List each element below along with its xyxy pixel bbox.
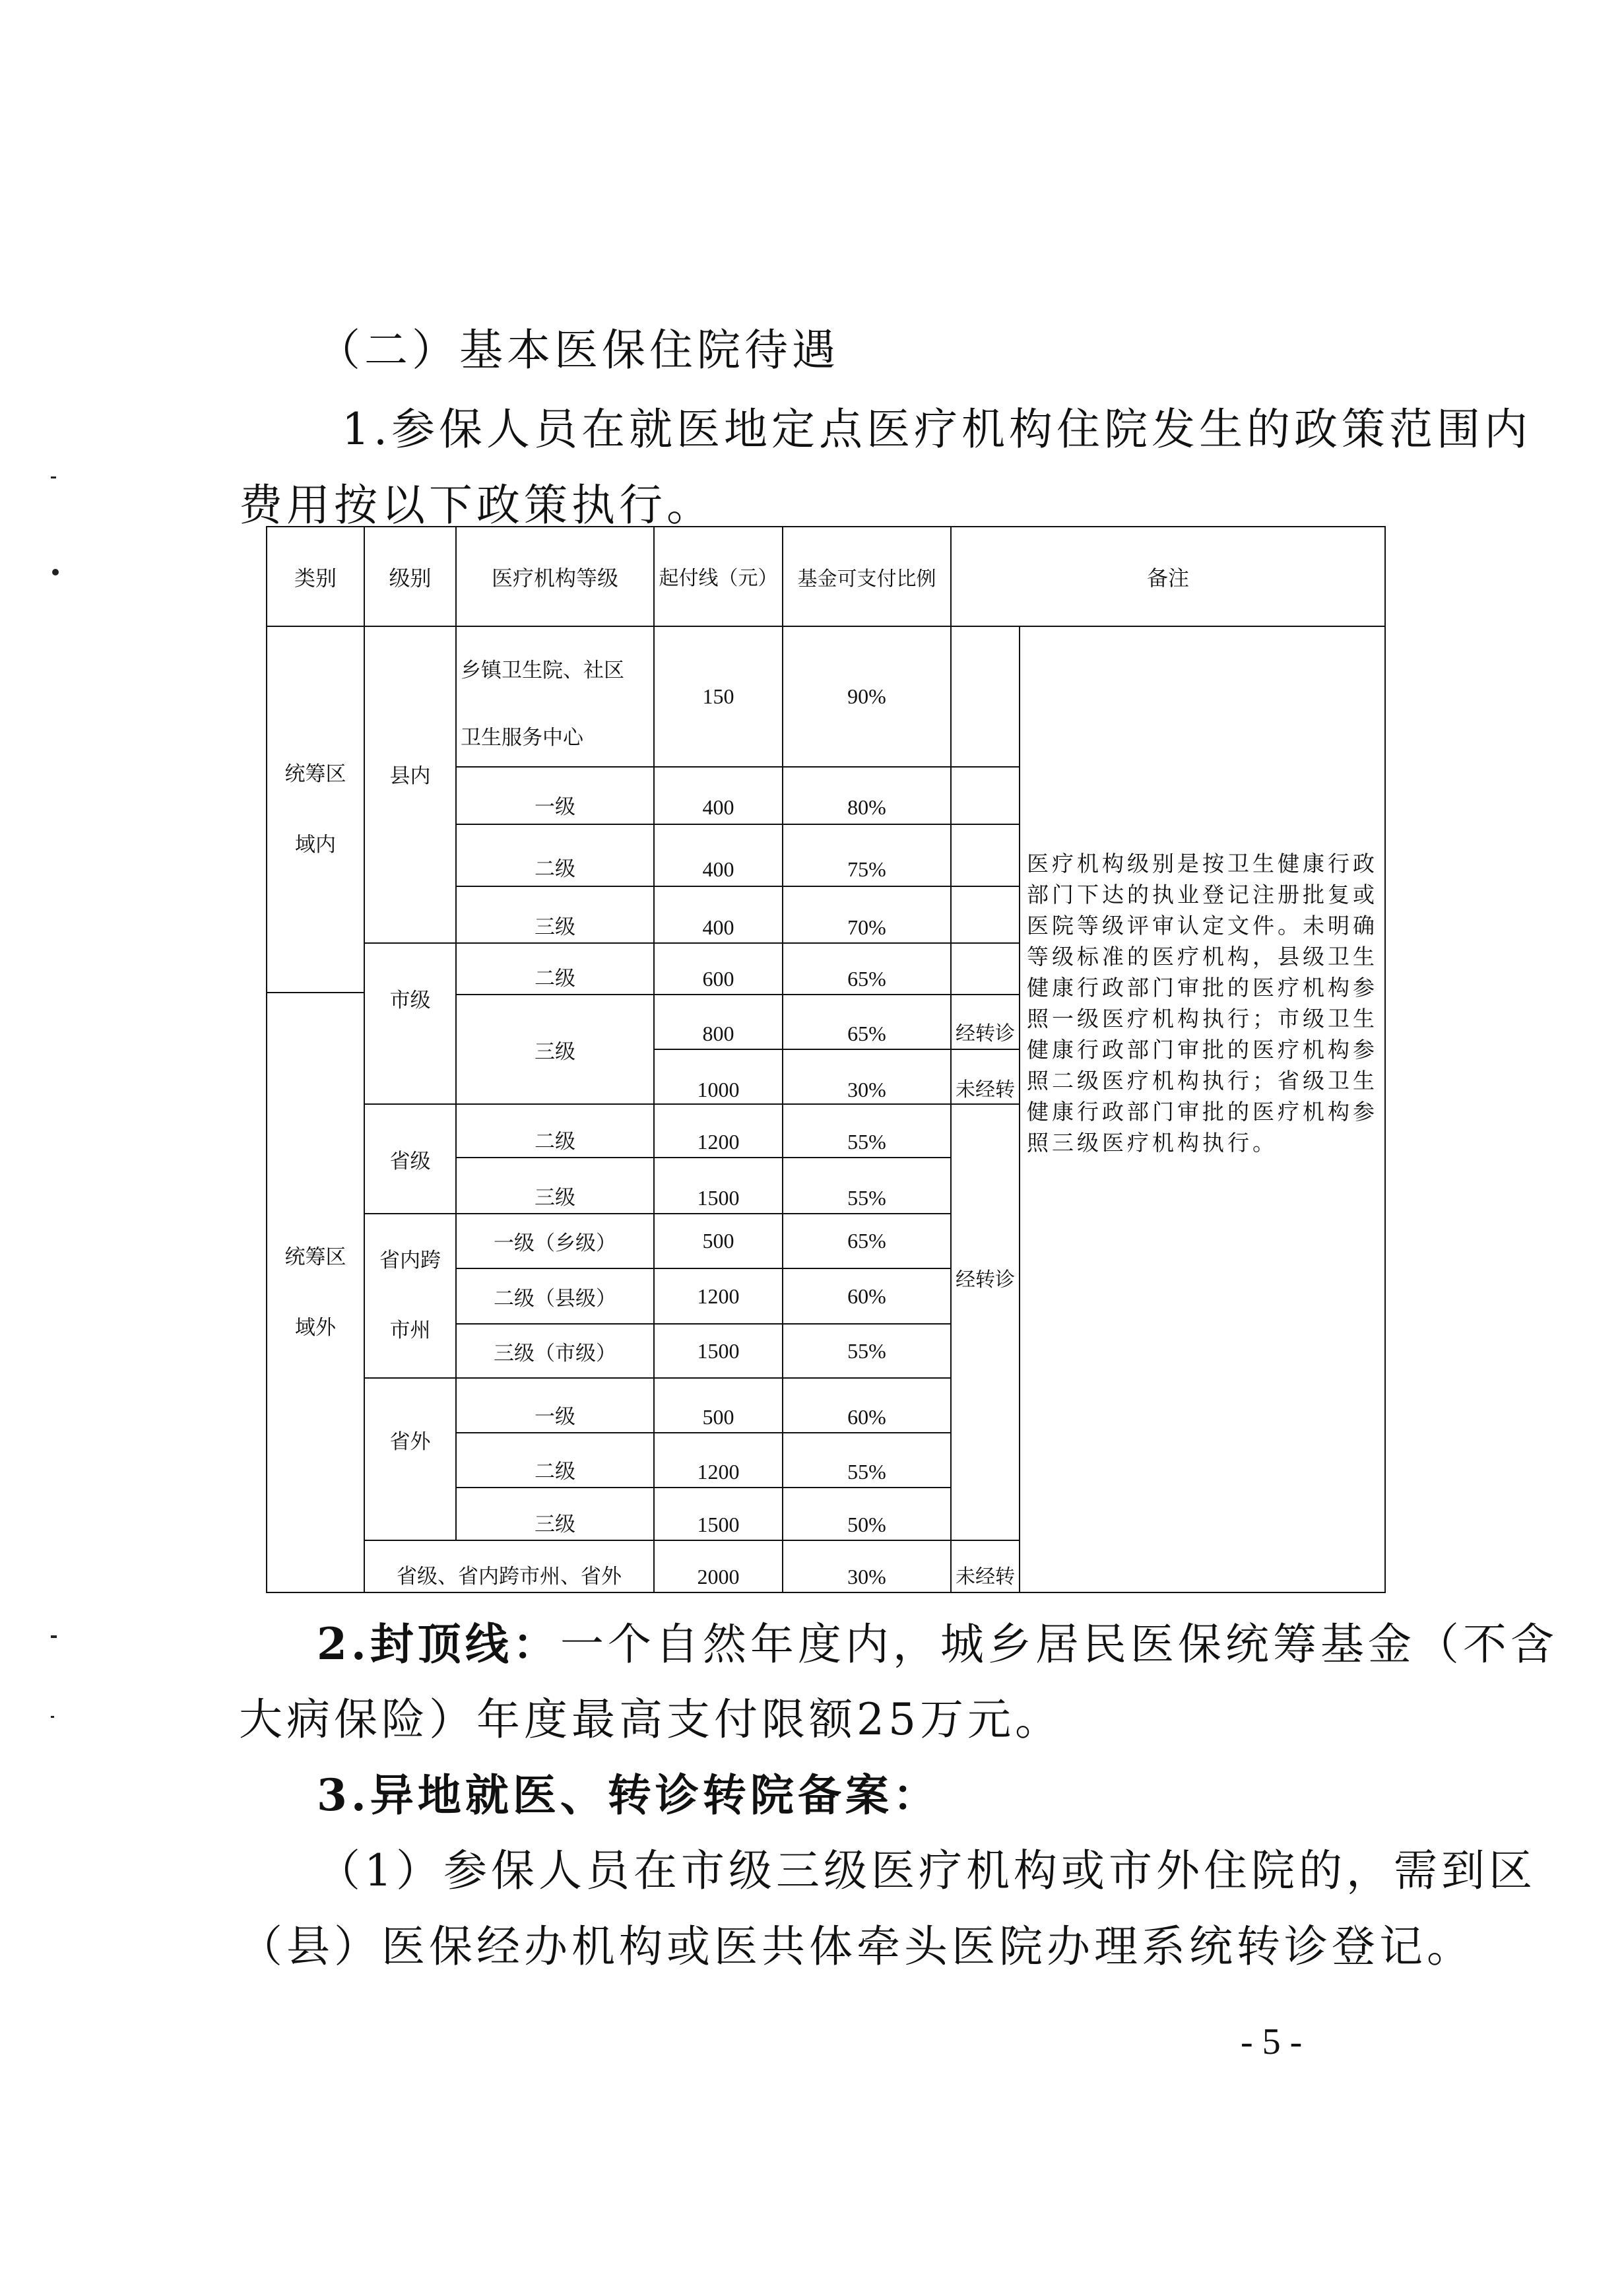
deductible-cell: 2000 (653, 1540, 783, 1593)
hospitalization-benefit-table (266, 526, 1386, 1593)
deductible-cell: 1000 (653, 1049, 783, 1105)
paragraph-2-line-2: 大病保险）年度最高支付限额25万元。 (239, 1694, 1062, 1745)
deductible-cell: 1500 (653, 1323, 783, 1379)
grade-township-community (455, 626, 655, 768)
transfer-empty (950, 766, 1020, 825)
ratio-cell: 65% (782, 1213, 952, 1269)
deductible-cell: 150 (653, 626, 783, 768)
deductible-cell: 500 (653, 1377, 783, 1433)
grade-cell: 三级（市级） (455, 1323, 655, 1379)
level-out-of-province: 省外 (364, 1377, 457, 1541)
ratio-cell: 55% (782, 1323, 952, 1379)
notes-cell: 医疗机构级别是按卫生健康行政部门下达的执业登记注册批复或医院等级评审认定文件。未明确等级标准的医疗机构，县级卫生健康行政部门审批的医疗机构参照一级医疗机构执行；市级卫生健康行政部门审批的医疗机构参照二级医疗机构执行；省级卫生健康行政部门审批的医疗机构参照三级医疗机构执行。 (1019, 626, 1386, 1593)
category-outside-line2: 域外 (295, 1315, 336, 1340)
category-inside-line1: 统筹区 (284, 762, 346, 786)
ratio-cell: 60% (782, 1268, 952, 1325)
header-level: 级别 (364, 526, 457, 627)
level-province: 省级 (364, 1103, 457, 1214)
header-category: 类别 (266, 526, 365, 627)
ratio-cell: 65% (782, 994, 952, 1050)
deductible-cell: 800 (653, 994, 783, 1050)
grade-cell: 三级 (455, 1157, 655, 1214)
transfer-empty (950, 942, 1020, 995)
level-cross-city-line2: 市州 (389, 1319, 431, 1342)
grade-township-line2: 卫生服务中心 (461, 726, 583, 750)
category-inside-line2: 域内 (295, 832, 336, 857)
grade-cell: 二级 (455, 1432, 655, 1488)
paragraph-1-line-1: 1.参保人员在就医地定点医疗机构住院发生的政策范围内 (342, 404, 1532, 455)
header-deductible: 起付线（元） (653, 526, 783, 627)
ratio-cell: 55% (782, 1157, 952, 1214)
grade-cell: 一级 (455, 766, 655, 825)
ratio-cell: 50% (782, 1487, 952, 1541)
deductible-cell: 1200 (653, 1103, 783, 1158)
ceiling-label: 2.封顶线： (317, 1618, 560, 1670)
ratio-cell: 90% (782, 626, 952, 768)
ratio-cell: 30% (782, 1049, 952, 1105)
grade-cell: 三级 (455, 886, 655, 944)
level-cross-city (364, 1213, 457, 1379)
transfer-empty (950, 886, 1020, 944)
deductible-cell: 600 (653, 942, 783, 995)
ratio-cell: 65% (782, 942, 952, 995)
deductible-cell: 1200 (653, 1268, 783, 1325)
ratio-cell: 55% (782, 1432, 952, 1488)
ratio-cell: 80% (782, 766, 952, 825)
grade-township-line1: 乡镇卫生院、社区 (461, 659, 624, 682)
transfer-with-referral-merged: 经转诊 (950, 1103, 1020, 1541)
ratio-cell: 75% (782, 824, 952, 887)
transfer-empty (950, 626, 1020, 768)
header-notes: 备注 (950, 526, 1386, 627)
header-institution-grade: 医疗机构等级 (455, 526, 655, 627)
grade-cell: 二级 (455, 1103, 655, 1158)
grade-cell: 三级 (455, 994, 655, 1105)
grade-cell: 二级 (455, 824, 655, 887)
deductible-cell: 400 (653, 766, 783, 825)
deductible-cell: 400 (653, 886, 783, 944)
paragraph-4-line-1: （1）参保人员在市级三级医疗机构或市外住院的，需到区 (317, 1845, 1536, 1896)
grade-cell: 一级（乡级） (455, 1213, 655, 1269)
transfer-without-referral: 未经转 (950, 1049, 1020, 1105)
category-inside-region (266, 626, 365, 993)
deductible-cell: 1500 (653, 1487, 783, 1541)
paragraph-2-line-1 (317, 1618, 1558, 1670)
grade-cell: 二级（县级） (455, 1268, 655, 1325)
section-heading: （二）基本医保住院待遇 (317, 325, 839, 376)
deductible-cell: 500 (653, 1213, 783, 1269)
scan-mark (51, 1716, 54, 1718)
transfer-with-referral: 经转诊 (950, 994, 1020, 1050)
level-cross-city-line1: 省内跨 (379, 1249, 441, 1272)
scan-mark (51, 476, 56, 478)
category-outside-region (266, 992, 365, 1593)
grade-cell: 三级 (455, 1487, 655, 1541)
grade-cell: 一级 (455, 1377, 655, 1433)
paragraph-1-line-2: 费用按以下政策执行。 (239, 480, 714, 531)
ratio-cell: 60% (782, 1377, 952, 1433)
transfer-empty (950, 824, 1020, 887)
level-city: 市级 (364, 942, 457, 1105)
deductible-cell: 400 (653, 824, 783, 887)
deductible-cell: 1500 (653, 1157, 783, 1214)
ceiling-text: 一个自然年度内，城乡居民医保统筹基金（不含 (560, 1619, 1558, 1670)
paragraph-4-line-2: （县）医保经办机构或医共体牵头医院办理系统转诊登记。 (239, 1921, 1474, 1972)
header-fund-ratio: 基金可支付比例 (782, 526, 952, 627)
page-number: - 5 - (1241, 2021, 1303, 2062)
ratio-cell: 30% (782, 1540, 952, 1593)
category-outside-line1: 统筹区 (284, 1245, 346, 1269)
deductible-cell: 1200 (653, 1432, 783, 1488)
paragraph-3-heading: 3.异地就医、转诊转院备案： (317, 1769, 940, 1821)
ratio-cell: 55% (782, 1103, 952, 1158)
ratio-cell: 70% (782, 886, 952, 944)
binding-hole-mark (52, 569, 59, 575)
transfer-without-referral: 未经转 (950, 1540, 1020, 1593)
scan-mark (51, 1635, 57, 1638)
grade-cell: 二级 (455, 942, 655, 995)
level-combined: 省级、省内跨市州、省外 (364, 1540, 655, 1593)
level-county: 县内 (364, 626, 457, 944)
